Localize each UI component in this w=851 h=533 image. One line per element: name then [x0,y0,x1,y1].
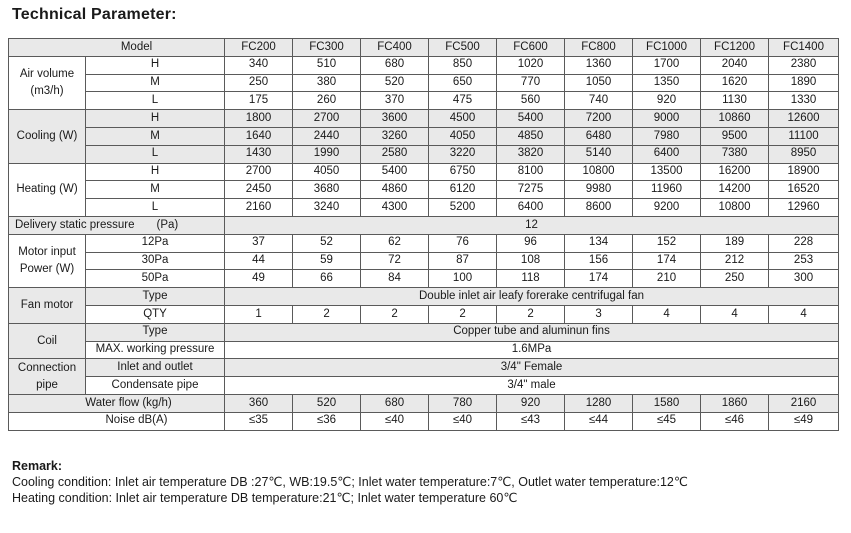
value-cell: 5400 [361,163,429,181]
value-cell: 152 [633,234,701,252]
value-cell: 6120 [429,181,497,199]
value-cell: 2450 [225,181,293,199]
value-cell: 780 [429,394,497,412]
value-cell: 1330 [769,92,839,110]
value-cell: 475 [429,92,497,110]
value-cell: 4 [769,305,839,323]
value-cell: ≤46 [701,412,769,430]
value-cell: 3220 [429,145,497,163]
page-title: Technical Parameter: [12,6,177,23]
value-cell: 52 [293,234,361,252]
value-cell: 4 [633,305,701,323]
value-cell: 2700 [293,110,361,128]
value-cell: 1020 [497,56,565,74]
value-cell: 1990 [293,145,361,163]
value-cell: 3680 [293,181,361,199]
value-cell: 340 [225,56,293,74]
value-cell: 1580 [633,394,701,412]
value-cell: 62 [361,234,429,252]
value-cell: 6400 [633,145,701,163]
value-cell: 108 [497,252,565,270]
motor-input-unit: Power (W) [19,262,75,275]
value-cell: 11100 [769,127,839,145]
value-cell: 118 [497,270,565,288]
noise-label: Noise dB(A) [9,412,225,430]
fan-type-value: Double inlet air leafy forerake centrifugal fan [225,288,839,306]
value-cell: 16520 [769,181,839,199]
value-cell: 520 [361,74,429,92]
value-cell: ≤36 [293,412,361,430]
value-cell: 560 [497,92,565,110]
value-cell: 300 [769,270,839,288]
value-cell: 1050 [565,74,633,92]
table-row [9,234,839,252]
table-row [9,288,839,306]
delivery-static-pressure-value: 12 [225,216,839,234]
model-header-cell: FC1400 [769,39,839,57]
inlet-outlet-label: Inlet and outlet [86,359,225,377]
heating-label [9,163,86,216]
value-cell: 650 [429,74,497,92]
technical-parameter-table [8,38,839,431]
table-row [9,394,839,412]
value-cell: 770 [497,74,565,92]
value-cell: 8100 [497,163,565,181]
value-cell: 12960 [769,199,839,217]
value-cell: 37 [225,234,293,252]
value-cell: 1280 [565,394,633,412]
value-cell: 253 [769,252,839,270]
value-cell: 11960 [633,181,701,199]
value-cell: 7380 [701,145,769,163]
value-cell: 59 [293,252,361,270]
air-volume-unit: (m3/h) [30,84,64,97]
value-cell: ≤44 [565,412,633,430]
value-cell: ≤40 [361,412,429,430]
value-cell: 5200 [429,199,497,217]
value-cell: 2 [361,305,429,323]
value-cell: 156 [565,252,633,270]
connection-pipe-label [9,359,86,395]
value-cell: 1800 [225,110,293,128]
table-row [9,359,839,377]
value-cell: 212 [701,252,769,270]
model-header-cell: FC600 [497,39,565,57]
connection-label: Connection [17,361,77,374]
value-cell: 12600 [769,110,839,128]
table-row [9,270,839,288]
inlet-outlet-value: 3/4" Female [225,359,839,377]
table-row [9,216,839,234]
coil-type-value: Copper tube and aluminun fins [225,323,839,341]
condensate-pipe-label: Condensate pipe [86,377,225,395]
table-row [9,56,839,74]
value-cell: 260 [293,92,361,110]
table-row [9,341,839,359]
value-cell: 2 [497,305,565,323]
value-cell: 5400 [497,110,565,128]
type-label: Type [86,288,225,306]
value-cell: 510 [293,56,361,74]
value-cell: 13500 [633,163,701,181]
value-cell: 2 [293,305,361,323]
table-row [9,74,839,92]
level-label: 50Pa [86,270,225,288]
table-row [9,305,839,323]
value-cell: 5140 [565,145,633,163]
coil-label [9,323,86,359]
value-cell: 4860 [361,181,429,199]
delivery-static-pressure-label [9,216,225,234]
value-cell: 250 [225,74,293,92]
value-cell: 1130 [701,92,769,110]
type-label: Type [86,323,225,341]
pipe-label: pipe [36,378,58,391]
value-cell: 87 [429,252,497,270]
value-cell: 1700 [633,56,701,74]
value-cell: 850 [429,56,497,74]
table-row [9,181,839,199]
value-cell: ≤49 [769,412,839,430]
cooling-condition-text: Cooling condition: Inlet air temperature DB :27℃, WB:19.5℃; Inlet water temperature:7℃, Outlet water temperature:12℃ [12,475,688,489]
level-label: H [86,56,225,74]
value-cell: 2700 [225,163,293,181]
remark-heading: Remark: [12,459,63,473]
value-cell: 9000 [633,110,701,128]
table-row [9,377,839,395]
level-label: M [86,127,225,145]
heating-label: Heating (W) [16,183,78,196]
value-cell: 96 [497,234,565,252]
value-cell: 228 [769,234,839,252]
table-row [9,110,839,128]
value-cell: 3 [565,305,633,323]
value-cell: 1 [225,305,293,323]
max-pressure-label: MAX. working pressure [86,341,225,359]
value-cell: 1620 [701,74,769,92]
value-cell: 1350 [633,74,701,92]
value-cell: 189 [701,234,769,252]
value-cell: 2160 [769,394,839,412]
table-row [9,145,839,163]
model-header-cell: FC1000 [633,39,701,57]
value-cell: 3600 [361,110,429,128]
water-flow-label: Water flow (kg/h) [9,394,225,412]
value-cell: ≤35 [225,412,293,430]
value-cell: 10860 [701,110,769,128]
fan-motor-label [9,288,86,324]
level-label: L [86,199,225,217]
value-cell: 3260 [361,127,429,145]
value-cell: 1360 [565,56,633,74]
value-cell: 10800 [701,199,769,217]
value-cell: 740 [565,92,633,110]
value-cell: 2580 [361,145,429,163]
qty-label: QTY [86,305,225,323]
value-cell: 370 [361,92,429,110]
value-cell: 520 [293,394,361,412]
value-cell: 7200 [565,110,633,128]
value-cell: 174 [565,270,633,288]
model-header-cell: FC1200 [701,39,769,57]
level-label: M [86,74,225,92]
max-pressure-value: 1.6MPa [225,341,839,359]
value-cell: 9200 [633,199,701,217]
model-header: Model [9,39,225,57]
value-cell: ≤40 [429,412,497,430]
cooling-label: Cooling (W) [16,130,78,143]
coil-label-text: Coil [37,334,57,347]
value-cell: 2160 [225,199,293,217]
value-cell: 1860 [701,394,769,412]
level-label: H [86,110,225,128]
value-cell: 84 [361,270,429,288]
value-cell: 10800 [565,163,633,181]
value-cell: 9500 [701,127,769,145]
value-cell: 49 [225,270,293,288]
value-cell: ≤43 [497,412,565,430]
heating-condition-text: Heating condition: Inlet air temperature DB temperature:21℃; Inlet water temperature 60℃ [12,491,518,505]
value-cell: 16200 [701,163,769,181]
table-row [9,127,839,145]
table-row [9,323,839,341]
level-label: L [86,92,225,110]
motor-input-label: Motor input [18,246,76,259]
model-header-cell: FC200 [225,39,293,57]
motor_input-label [9,234,86,287]
value-cell: 18900 [769,163,839,181]
value-cell: 8600 [565,199,633,217]
remark-section [12,458,688,506]
value-cell: 4050 [429,127,497,145]
value-cell: 100 [429,270,497,288]
air_volume-label [9,56,86,109]
model-header-cell: FC300 [293,39,361,57]
value-cell: 360 [225,394,293,412]
value-cell: 76 [429,234,497,252]
value-cell: 7980 [633,127,701,145]
value-cell: 1890 [769,74,839,92]
value-cell: 920 [633,92,701,110]
value-cell: 3240 [293,199,361,217]
value-cell: 134 [565,234,633,252]
value-cell: 1430 [225,145,293,163]
value-cell: 680 [361,56,429,74]
table-row [9,92,839,110]
condensate-pipe-value: 3/4" male [225,377,839,395]
level-label: 30Pa [86,252,225,270]
level-label: H [86,163,225,181]
value-cell: 8950 [769,145,839,163]
table-row [9,412,839,430]
table-row [9,199,839,217]
value-cell: 4850 [497,127,565,145]
value-cell: 2040 [701,56,769,74]
value-cell: 4500 [429,110,497,128]
value-cell: 174 [633,252,701,270]
air-volume-label: Air volume [19,68,75,81]
model-header-cell: FC400 [361,39,429,57]
value-cell: 6400 [497,199,565,217]
value-cell: 9980 [565,181,633,199]
value-cell: 4300 [361,199,429,217]
value-cell: 210 [633,270,701,288]
delivery-unit: (Pa) [156,218,179,231]
model-header-cell: FC800 [565,39,633,57]
value-cell: ≤45 [633,412,701,430]
value-cell: 680 [361,394,429,412]
cooling-label [9,110,86,163]
fan-motor-label-text: Fan motor [20,299,74,312]
value-cell: 380 [293,74,361,92]
value-cell: 6480 [565,127,633,145]
value-cell: 2380 [769,56,839,74]
value-cell: 3820 [497,145,565,163]
value-cell: 72 [361,252,429,270]
value-cell: 2 [429,305,497,323]
level-label: M [86,181,225,199]
value-cell: 4050 [293,163,361,181]
level-label: 12Pa [86,234,225,252]
value-cell: 44 [225,252,293,270]
value-cell: 6750 [429,163,497,181]
table-row [9,252,839,270]
value-cell: 4 [701,305,769,323]
value-cell: 920 [497,394,565,412]
delivery-label-text: Delivery static pressure [15,218,135,231]
level-label: L [86,145,225,163]
model-header-cell: FC500 [429,39,497,57]
value-cell: 7275 [497,181,565,199]
value-cell: 250 [701,270,769,288]
value-cell: 14200 [701,181,769,199]
table-row [9,39,839,57]
value-cell: 1640 [225,127,293,145]
table-row [9,163,839,181]
value-cell: 2440 [293,127,361,145]
value-cell: 175 [225,92,293,110]
value-cell: 66 [293,270,361,288]
